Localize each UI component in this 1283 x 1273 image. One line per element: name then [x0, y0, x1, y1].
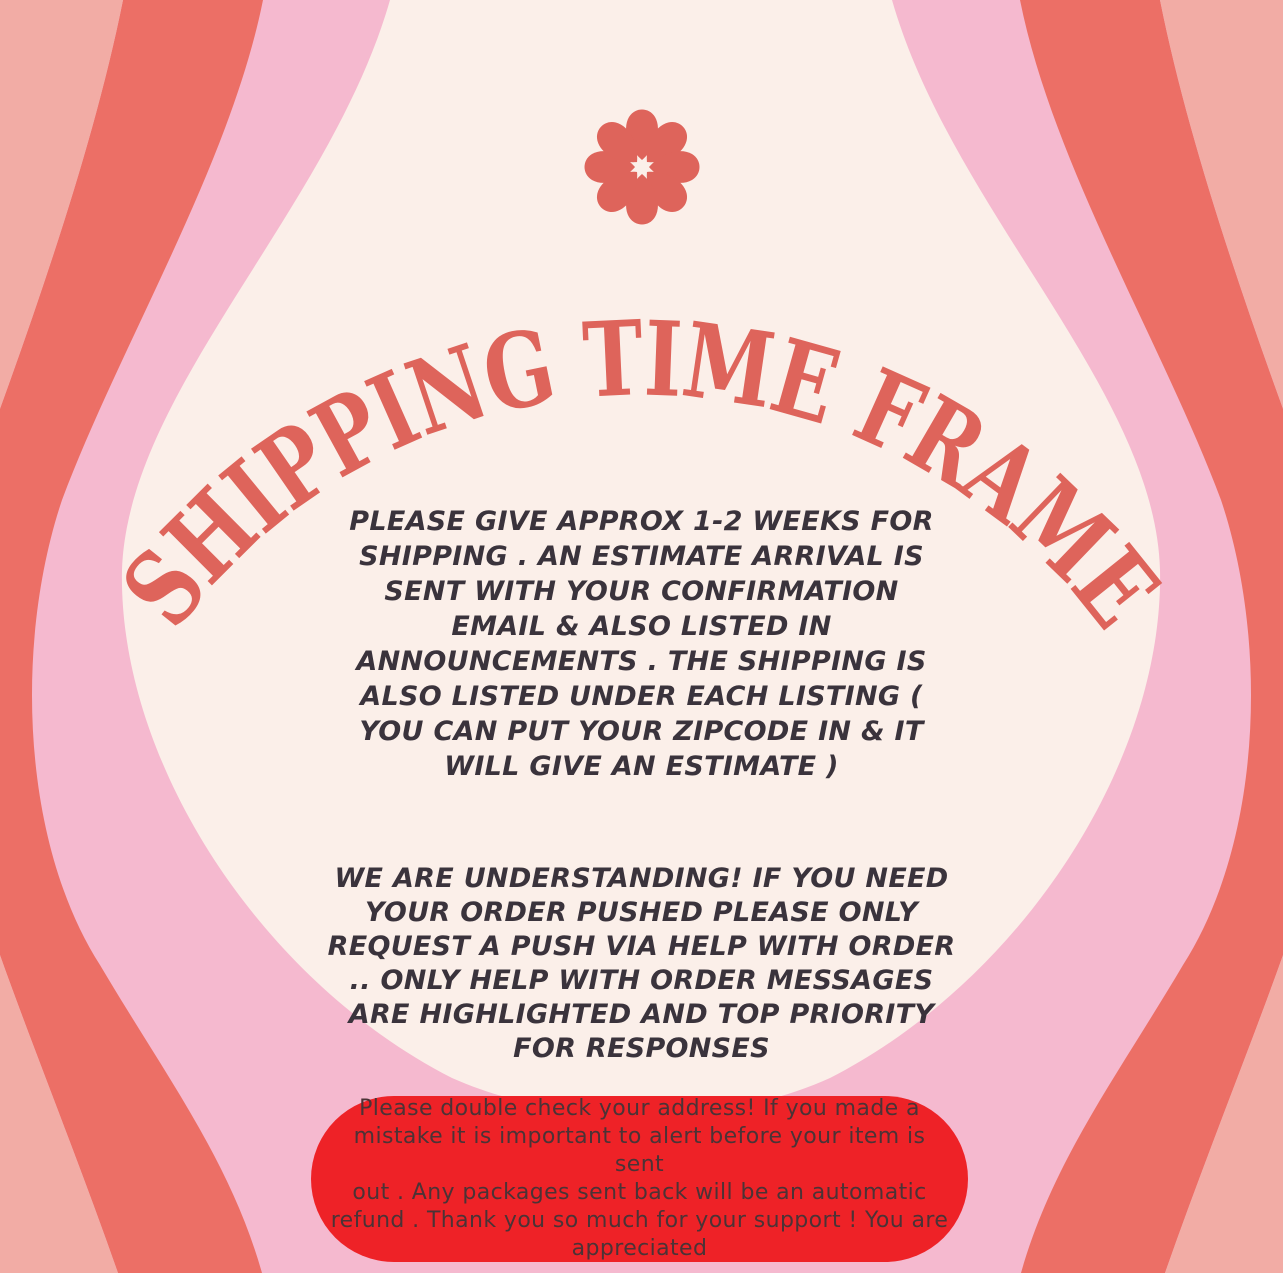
notice-box: [311, 1096, 968, 1262]
paragraph-push-policy: WE ARE UNDERSTANDING! IF YOU NEED YOUR ORDER PUSHED PLEASE ONLY REQUEST A PUSH VIA HELP WITH ORDER .. ONLY HELP WITH ORDER MESSAGES ARE HIGHLIGHTED AND TOP PRIORITY FOR RESPONSES: [327, 863, 956, 1064]
paragraph-shipping-info: PLEASE GIVE APPROX 1-2 WEEKS FOR SHIPPING . AN ESTIMATE ARRIVAL IS SENT WITH YOUR CONFIRMATION EMAIL & ALSO LISTED IN ANNOUNCEMENTS . THE SHIPPING IS ALSO LISTED UNDER EACH LISTING ( YOU CAN PUT YOUR ZIPCODE IN & IT WILL GIVE AN ESTIMATE ): [349, 506, 934, 782]
page-title: SHIPPING TIME FRAME: [99, 297, 1192, 662]
notice-text: Please double check your address! If you made a mistake it is important to alert before your item is sent out . Any packages sent back will be an automatic refund . Thank you so much for your support ! You are appreciated: [330, 1096, 949, 1261]
